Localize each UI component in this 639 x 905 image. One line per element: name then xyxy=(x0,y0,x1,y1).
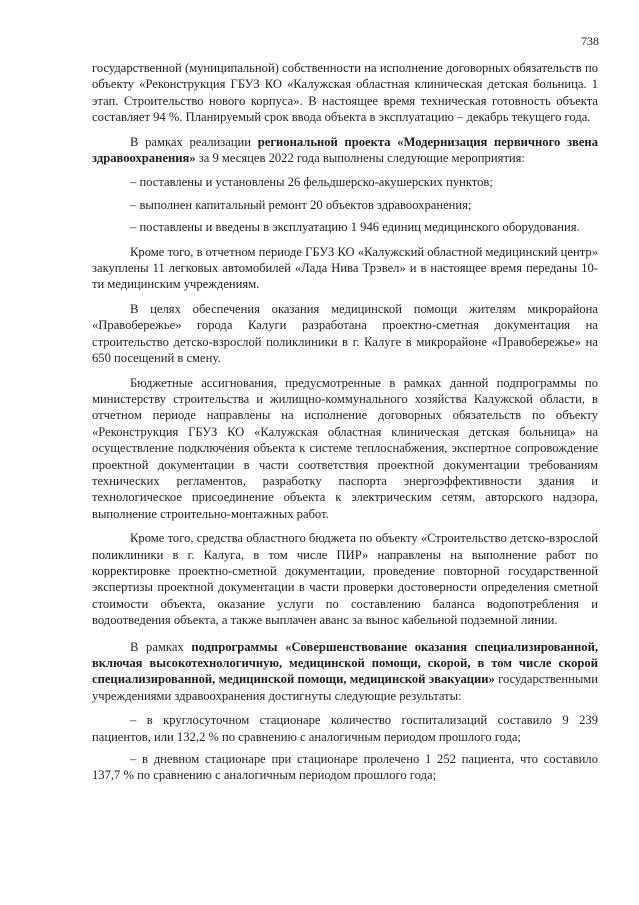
paragraph-regional-budget: Кроме того, средства областного бюджета по объекту «Строительство детско-взрослой поликлиники в г. Калуга, в том числе ПИР» направлены на выполнение работ по корректировке проектно-сметной документации, проведение повторной государственной экспертизы проектной документации в части проверки достоверности определения сметной стоимости объекта, оказание услуги по составлению баланса водопотребления и водоотведения объекта, а также выплачен аванс за вынос кабельной подземной линии. xyxy=(92,531,598,628)
paragraph-vehicles: Кроме того, в отчетном периоде ГБУЗ КО «Калужский областной медицинский центр» закуплены 11 легковых автомобилей «Лада Нива Трэвел» и в настоящее время переданы 10-ти медицинским учреждениям. xyxy=(92,244,598,292)
paragraph-hospital-reconstruction: государственной (муниципальной) собственности на исполнение договорных обязательств по объекту «Реконструкция ГБУЗ КО «Калужская областная клиническая детская больница. 1 этап. Строительство нового корпуса». В настоящее время техническая готовность объекта составляет 94 %. Планируемый срок ввода объекта в эксплуатацию – декабрь текущего года. xyxy=(92,61,598,125)
list-item-repair: – выполнен капитальный ремонт 20 объектов здравоохранения; xyxy=(130,197,472,212)
paragraph-subprogram-pre: В рамках xyxy=(130,639,192,654)
document-body xyxy=(92,60,598,792)
subprogram-title: подпрограммы «Совершенствование оказания специализированной, включая высокотехнологичную, медицинской помощи, скорой, в том числе скорой специализированной, медицинской помощи, медицинской эвакуации» xyxy=(92,639,598,687)
list-item-day-hospital: – в дневном стационаре при стационаре пролечено 1 252 пациента, что составило 137,7 % по сравнению с аналогичным периодом прошлого года; xyxy=(92,752,598,783)
paragraph-subprogram xyxy=(92,639,598,705)
paragraph-polyclinic-design: В целях обеспечения оказания медицинской помощи жителям микрорайона «Правобережье» города Калуги разработана проектно-сметная документация на строительство детско-взрослой поликлиники в г. Калуге в микрорайоне «Правобережье» на 650 посещений в смену. xyxy=(92,301,598,366)
list-item-fap: – поставлены и установлены 26 фельдшерско-акушерских пунктов; xyxy=(130,175,493,190)
list-item-equipment: – поставлены и введены в эксплуатацию 1 946 единиц медицинского оборудования. xyxy=(130,220,580,235)
paragraph-subprogram-post: государственными учреждениями здравоохранения достигнуты следующие результаты: xyxy=(92,672,598,703)
paragraph-budget-allocations: Бюджетные ассигнования, предусмотренные в рамках данной подпрограммы по министерству строительства и жилищно-коммунального хозяйства Калужской области, в отчетном периоде направлены на исполнение договорных обязательств по объекту «Реконструкция ГБУЗ КО «Калужская областная клиническая детская больница» на осуществление подключения объекта к системе теплоснабжения, экспертное сопровождение проектной документации в части соответствия проектной документации требованиям технических регламентов, разработку паспорта энергоэффективности здания и технологическое присоединение объекта к электрическим сетям, авторского надзора, выполнение строительно-монтажных работ. xyxy=(92,375,598,521)
regional-project-title: региональной проекта «Модернизация первичного звена здравоохранения» xyxy=(92,134,598,166)
paragraph-regional-project-post: за 9 месяцев 2022 года выполнены следующие мероприятия: xyxy=(195,151,525,166)
paragraph-regional-project-pre: В рамках реализации xyxy=(130,134,258,149)
page-number: 738 xyxy=(581,34,599,48)
list-item-round-the-clock: – в круглосуточном стационаре количество госпитализаций составило 9 239 пациентов, или 132,2 % по сравнению с аналогичным периодом прошлого года; xyxy=(92,713,598,744)
paragraph-regional-project xyxy=(92,134,598,167)
